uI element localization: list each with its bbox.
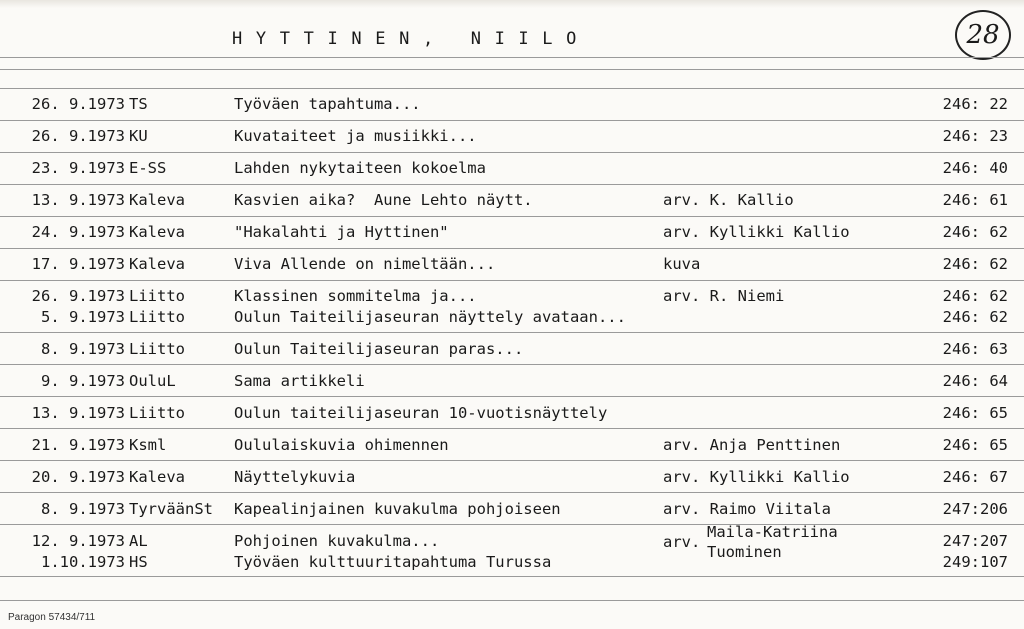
entry-title: "Hakalahti ja Hyttinen" — [234, 223, 449, 241]
entry-ref: 246: 23 — [942, 127, 1008, 145]
entry-title: Lahden nykytaiteen kokoelma — [234, 159, 486, 177]
entry-date: 23. 9.1973 — [31, 159, 125, 177]
row-rule — [0, 184, 1024, 185]
entry-title: Pohjoinen kuvakulma... — [234, 532, 440, 550]
row-rule — [0, 396, 1024, 397]
entry-ref: 247:206 — [942, 500, 1008, 518]
entry-date: 5. 9.1973 — [41, 308, 125, 326]
entry-date: 26. 9.1973 — [31, 127, 125, 145]
entry-source: Liitto — [129, 287, 185, 305]
entry-row — [0, 159, 1024, 183]
row-rule — [0, 460, 1024, 461]
printer-imprint: Paragon 57434/711 — [8, 612, 96, 623]
entry-source: AL — [129, 532, 148, 550]
card-number-circle — [955, 10, 1011, 60]
entry-ref: 246: 67 — [942, 468, 1008, 486]
row-rule — [0, 88, 1024, 89]
entry-source: Kaleva — [129, 468, 185, 486]
entry-date: 12. 9.1973 — [31, 532, 125, 550]
entry-reviewer: arv. Raimo Viitala — [663, 500, 831, 518]
bottom-rule — [0, 576, 1024, 577]
entry-title: Klassinen sommitelma ja... — [234, 287, 477, 305]
entry-reviewer: arv. Kyllikki Kallio — [663, 223, 850, 241]
entry-row — [0, 127, 1024, 151]
header-rule — [0, 57, 1024, 58]
row-rule — [0, 492, 1024, 493]
entry-source: Kaleva — [129, 191, 185, 209]
entry-source: Ksml — [129, 436, 167, 454]
entry-title: Viva Allende on nimeltään... — [234, 255, 496, 273]
entry-row — [0, 404, 1024, 428]
entry-row — [0, 500, 1024, 524]
entry-row — [0, 223, 1024, 247]
entry-reviewer: arv. K. Kallio — [663, 191, 794, 209]
entry-ref: 246: 62 — [942, 308, 1008, 326]
row-rule — [0, 428, 1024, 429]
entry-row — [0, 95, 1024, 119]
card-title: H Y T T I N E N , N I I L O — [232, 29, 579, 49]
entry-date: 26. 9.1973 — [31, 95, 125, 113]
entry-title: Näyttelykuvia — [234, 468, 356, 486]
entry-reviewer: arv. Anja Penttinen — [663, 436, 841, 454]
bottom-rule-2 — [0, 600, 1024, 601]
entry-date: 26. 9.1973 — [31, 287, 125, 305]
entry-title: Kasvien aika? Aune Lehto näytt. — [234, 191, 533, 209]
entry-source: KU — [129, 127, 148, 145]
entry-source: Kaleva — [129, 223, 185, 241]
entry-ref: 246: 64 — [942, 372, 1008, 390]
entry-date: 17. 9.1973 — [31, 255, 125, 273]
entry-source: TS — [129, 95, 148, 113]
row-rule — [0, 280, 1024, 281]
entry-date: 21. 9.1973 — [31, 436, 125, 454]
row-rule — [0, 524, 1024, 525]
row-rule — [0, 120, 1024, 121]
entry-title: Oulun Taiteilijaseuran näyttely avataan... — [234, 308, 626, 326]
row-rule — [0, 332, 1024, 333]
entry-source: Liitto — [129, 404, 185, 422]
entry-source: TyrväänSt — [129, 500, 213, 518]
entry-date: 8. 9.1973 — [41, 500, 125, 518]
entry-row — [0, 436, 1024, 460]
reviewer-prefix: arv. — [663, 533, 701, 551]
entry-title: Työväen tapahtuma... — [234, 95, 421, 113]
header-rule-2 — [0, 69, 1024, 70]
entry-date: 24. 9.1973 — [31, 223, 125, 241]
entry-source: E-SS — [129, 159, 167, 177]
entry-row — [0, 340, 1024, 364]
card-top-edge — [0, 0, 1024, 8]
entry-reviewer: arv. Kyllikki Kallio — [663, 468, 850, 486]
entry-ref: 247:207 — [942, 532, 1008, 550]
entry-title: Oululaiskuvia ohimennen — [234, 436, 449, 454]
entry-title: Kuvataiteet ja musiikki... — [234, 127, 477, 145]
entry-row — [0, 191, 1024, 215]
row-rule — [0, 152, 1024, 153]
entry-date: 13. 9.1973 — [31, 404, 125, 422]
entry-ref: 249:107 — [942, 553, 1008, 571]
entry-ref: 246: 62 — [942, 223, 1008, 241]
entry-source: Liitto — [129, 340, 185, 358]
entry-ref: 246: 22 — [942, 95, 1008, 113]
entry-title: Oulun taiteilijaseuran 10-vuotisnäyttely — [234, 404, 608, 422]
entry-date: 1.10.1973 — [41, 553, 125, 571]
reviewer-name-line2: Tuominen — [707, 543, 782, 561]
entry-date: 13. 9.1973 — [31, 191, 125, 209]
entry-ref: 246: 61 — [942, 191, 1008, 209]
entry-title: Oulun Taiteilijaseuran paras... — [234, 340, 524, 358]
entry-source: Liitto — [129, 308, 185, 326]
entry-row — [0, 372, 1024, 396]
entry-reviewer: kuva — [663, 255, 701, 273]
entry-date: 9. 9.1973 — [41, 372, 125, 390]
row-rule — [0, 216, 1024, 217]
entry-ref: 246: 40 — [942, 159, 1008, 177]
entry-reviewer: arv. R. Niemi — [663, 287, 785, 305]
entry-date: 20. 9.1973 — [31, 468, 125, 486]
row-rule — [0, 364, 1024, 365]
entry-ref: 246: 62 — [942, 287, 1008, 305]
entry-source: OuluL — [129, 372, 176, 390]
entry-ref: 246: 62 — [942, 255, 1008, 273]
entry-ref: 246: 65 — [942, 404, 1008, 422]
entry-ref: 246: 65 — [942, 436, 1008, 454]
entry-ref: 246: 63 — [942, 340, 1008, 358]
entry-title: Sama artikkeli — [234, 372, 365, 390]
entry-row — [0, 255, 1024, 279]
entry-source: HS — [129, 553, 148, 571]
entry-title: Työväen kulttuuritapahtuma Turussa — [234, 553, 552, 571]
entry-source: Kaleva — [129, 255, 185, 273]
reviewer-name-line1: Maila-Katriina — [707, 523, 838, 541]
card-number: 28 — [966, 20, 1000, 50]
entry-date: 8. 9.1973 — [41, 340, 125, 358]
entry-row — [0, 553, 1024, 577]
entry-row — [0, 308, 1024, 332]
entry-title: Kapealinjainen kuvakulma pohjoiseen — [234, 500, 561, 518]
entry-row — [0, 468, 1024, 492]
row-rule — [0, 248, 1024, 249]
